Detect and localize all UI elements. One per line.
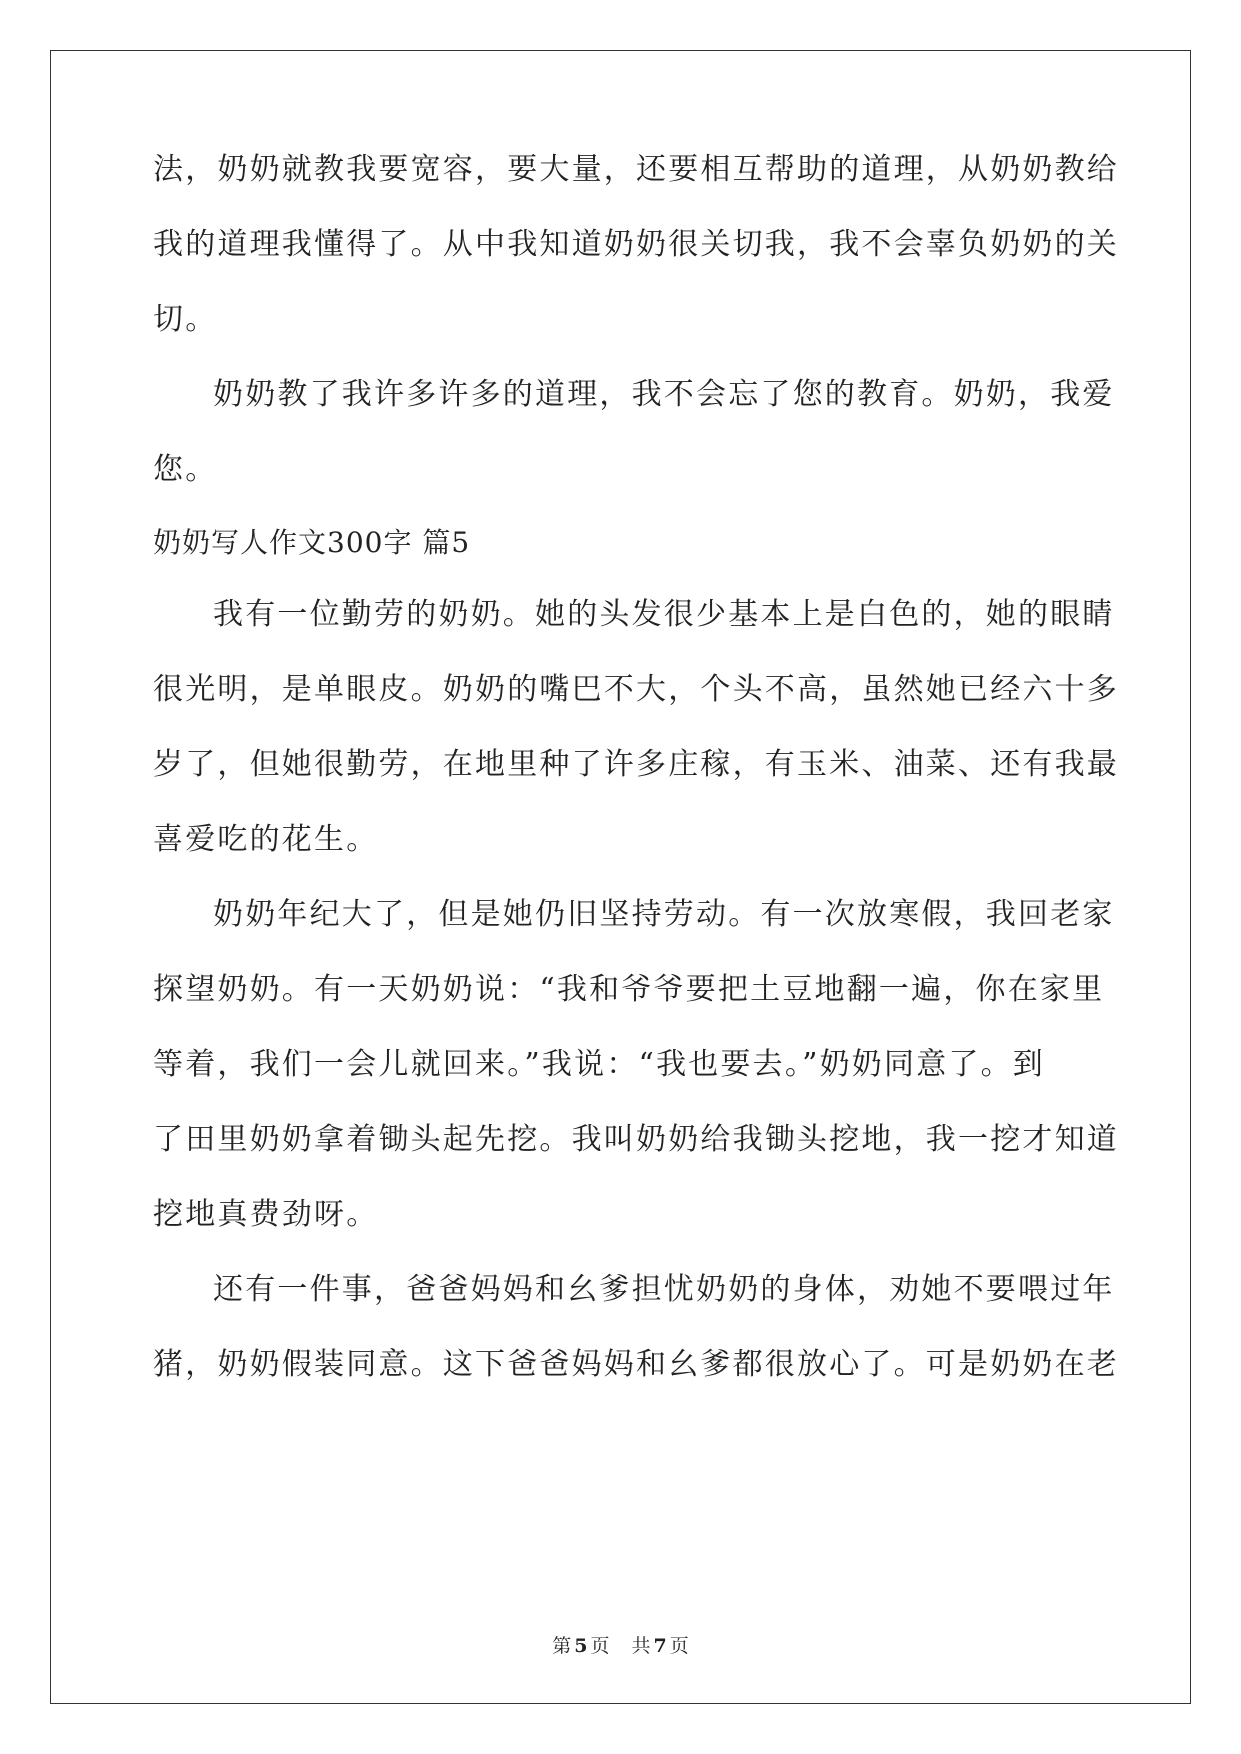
footer-prefix: 第 [552, 1635, 572, 1657]
text-line: 等着，我们一会儿就回来。”我说：“我也要去。”奶奶同意了。到 [153, 1047, 1046, 1082]
text-line: 还有一件事，爸爸妈妈和幺爹担忧奶奶的身体，劝她不要喂过年 [213, 1272, 1115, 1307]
text-line: 奶奶教了我许多许多的道理，我不会忘了您的教育。奶奶，我爱 [213, 377, 1115, 412]
current-page-number: 5 [574, 1635, 588, 1657]
text-line: 切。 [153, 302, 218, 337]
text-line: 喜爱吃的花生。 [153, 822, 379, 857]
text-line: 很光明，是单眼皮。奶奶的嘴巴不大，个头不高，虽然她已经六十多 [153, 672, 1119, 707]
text-line: 奶奶年纪大了，但是她仍旧坚持劳动。有一次放寒假，我回老家 [213, 897, 1115, 932]
text-line: 我有一位勤劳的奶奶。她的头发很少基本上是白色的，她的眼睛 [213, 597, 1115, 632]
text-line: 探望奶奶。有一天奶奶说：“我和爷爷要把土豆地翻一遍，你在家里 [153, 972, 1105, 1007]
footer-total-prefix: 共 [631, 1635, 651, 1657]
page-border [50, 50, 1191, 1704]
section-heading: 奶奶写人作文300字 篇5 [153, 526, 471, 559]
text-line: 我的道理我懂得了。从中我知道奶奶很关切我，我不会辜负奶奶的关 [153, 227, 1119, 262]
page-footer [0, 1634, 1241, 1658]
text-line: 猪，奶奶假装同意。这下爸爸妈妈和幺爹都很放心了。可是奶奶在老 [153, 1347, 1119, 1382]
text-line: 您。 [153, 452, 218, 487]
footer-total-suffix: 页 [669, 1635, 689, 1657]
text-line: 岁了，但她很勤劳，在地里种了许多庄稼，有玉米、油菜、还有我最 [153, 747, 1119, 782]
total-pages-number: 7 [653, 1635, 667, 1657]
text-line: 了田里奶奶拿着锄头起先挖。我叫奶奶给我锄头挖地，我一挖才知道 [153, 1122, 1119, 1157]
text-line: 挖地真费劲呀。 [153, 1197, 379, 1232]
text-line: 法，奶奶就教我要宽容，要大量，还要相互帮助的道理，从奶奶教给 [153, 152, 1119, 187]
footer-page-word: 页 [590, 1635, 610, 1657]
